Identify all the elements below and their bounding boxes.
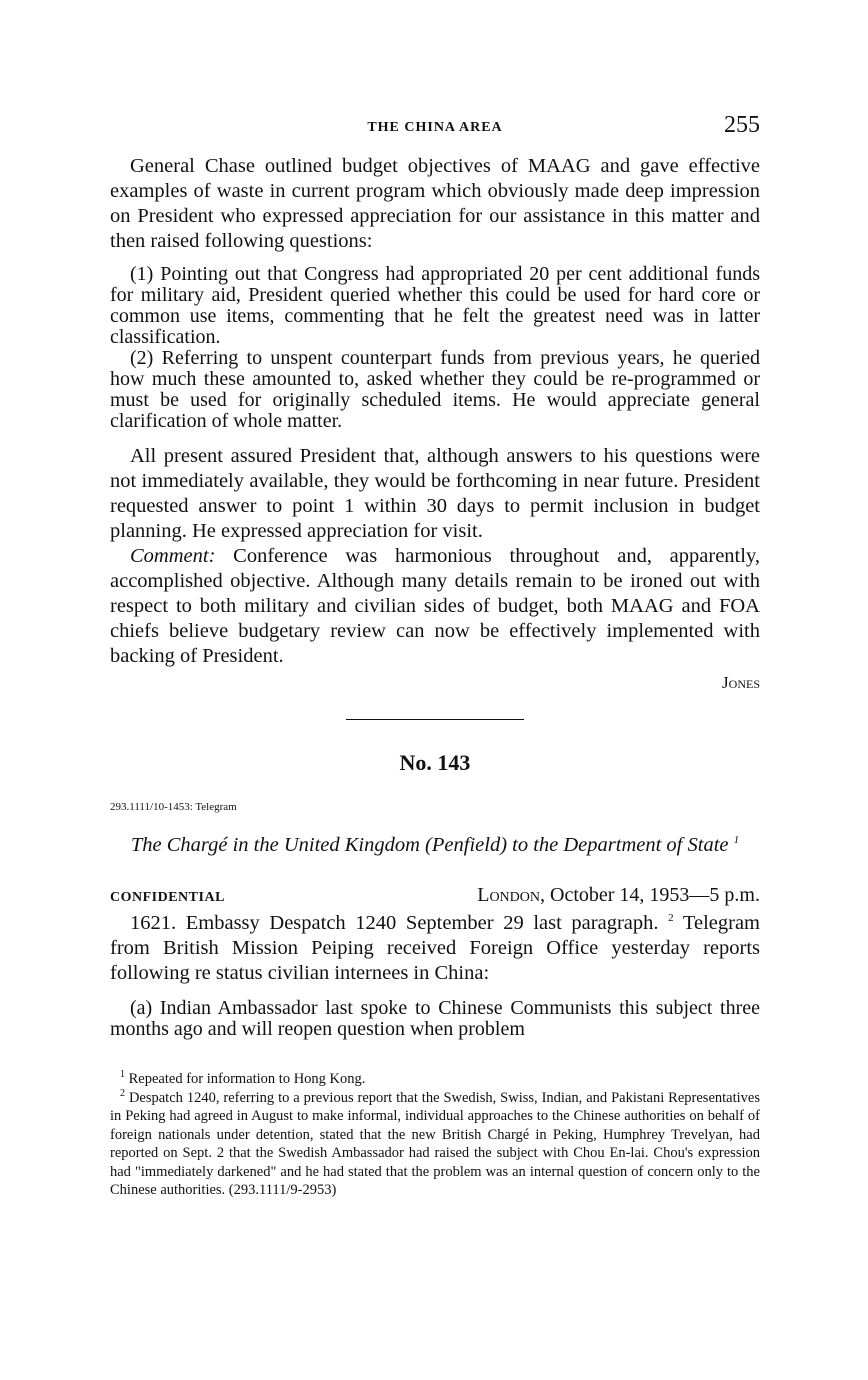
footnote-2 bbox=[110, 1089, 760, 1200]
footnote-1 bbox=[110, 1070, 760, 1089]
heading-footnote-marker: 1 bbox=[733, 834, 740, 847]
heading-text: The Chargé in the United Kingdom (Penfield) to the Department of State bbox=[130, 834, 729, 856]
comment-text: Conference was harmonious throughout and, apparently, accomplished objective. Although many details remain to be ironed out with respect to both military and civilian sides of budget, both MAAG and FOA chiefs believe budgetary review can now be effectively implemented with backing of President. bbox=[110, 545, 760, 667]
file-reference: 293.1111/10-1453: Telegram bbox=[110, 801, 237, 813]
footnote-2-marker: 2 bbox=[120, 1087, 125, 1099]
place-name: London bbox=[477, 884, 541, 906]
footnotes bbox=[110, 1070, 760, 1200]
classification-label: CONFIDENTIAL bbox=[110, 890, 225, 905]
date-text: , October 14, 1953—5 p.m. bbox=[540, 884, 760, 906]
comment-label: Comment: bbox=[130, 545, 216, 567]
comment-paragraph bbox=[110, 544, 760, 669]
document-page bbox=[110, 112, 760, 1200]
continuation-paragraph-2: All present assured President that, although answers to his questions were not immediately available, they would be forthcoming in near future. President requested answer to point 1 within 30 days to permit inclusion in budget planning. He expressed appreciation for visit. bbox=[110, 445, 760, 542]
telegram-footnote-marker: 2 bbox=[668, 912, 674, 925]
place-date bbox=[477, 884, 760, 907]
continuation-paragraph-1: General Chase outlined budget objectives of MAAG and gave effective examples of waste in current program which obviously made deep impression on President who expressed appreciation for our assistance in this matter and then raised following questions: bbox=[110, 155, 760, 252]
telegram-text-start: 1621. Embassy Despatch 1240 September 29 last paragraph. bbox=[130, 912, 659, 934]
document-heading bbox=[110, 833, 760, 858]
question-1: (1) Pointing out that Congress had appropriated 20 per cent additional funds for military aid, President queried whether this could be used for hard core or common use items, commenting that he felt the greatest need was in latter classification. bbox=[110, 263, 760, 348]
telegram-item-a: (a) Indian Ambassador last spoke to Chinese Communists this subject three months ago and will reopen question when problem bbox=[110, 997, 760, 1040]
telegram-text-cont: Telegram from British Mission Peiping received Foreign Office yesterday reports following re status civilian internees in China: bbox=[110, 912, 760, 984]
page-number: 255 bbox=[724, 112, 760, 138]
dateline bbox=[110, 884, 760, 907]
section-divider bbox=[346, 719, 524, 720]
footnote-1-marker: 1 bbox=[120, 1069, 125, 1081]
telegram-paragraph-1 bbox=[110, 911, 760, 986]
running-title: THE CHINA AREA bbox=[367, 120, 503, 135]
signature: Jones bbox=[722, 673, 760, 692]
footnote-2-text: Despatch 1240, referring to a previous report that the Swedish, Swiss, Indian, and Pakistani Representatives in Peking had agreed in August to make informal, individual approaches to the Chinese authorities on behalf of foreign nationals under detention, stated that the new British Chargé in Peking, Humphrey Trevelyan, had reported on Sept. 2 that the Swedish Ambassador had raised the subject with Chou En-lai. Chou's expression had "immediately darkened" and he had stated that the problem was an internal question of concern only to the Chinese authorities. (293.1111/9-2953) bbox=[110, 1089, 760, 1198]
footnote-1-text: Repeated for information to Hong Kong. bbox=[125, 1071, 366, 1087]
question-2: (2) Referring to unspent counterpart funds from previous years, he queried how much these amounted to, asked whether they could be re-programmed or must be used for originally scheduled items. He would appreciate general clarification of whole matter. bbox=[110, 347, 760, 432]
document-number: No. 143 bbox=[399, 750, 471, 775]
running-head bbox=[110, 112, 760, 142]
